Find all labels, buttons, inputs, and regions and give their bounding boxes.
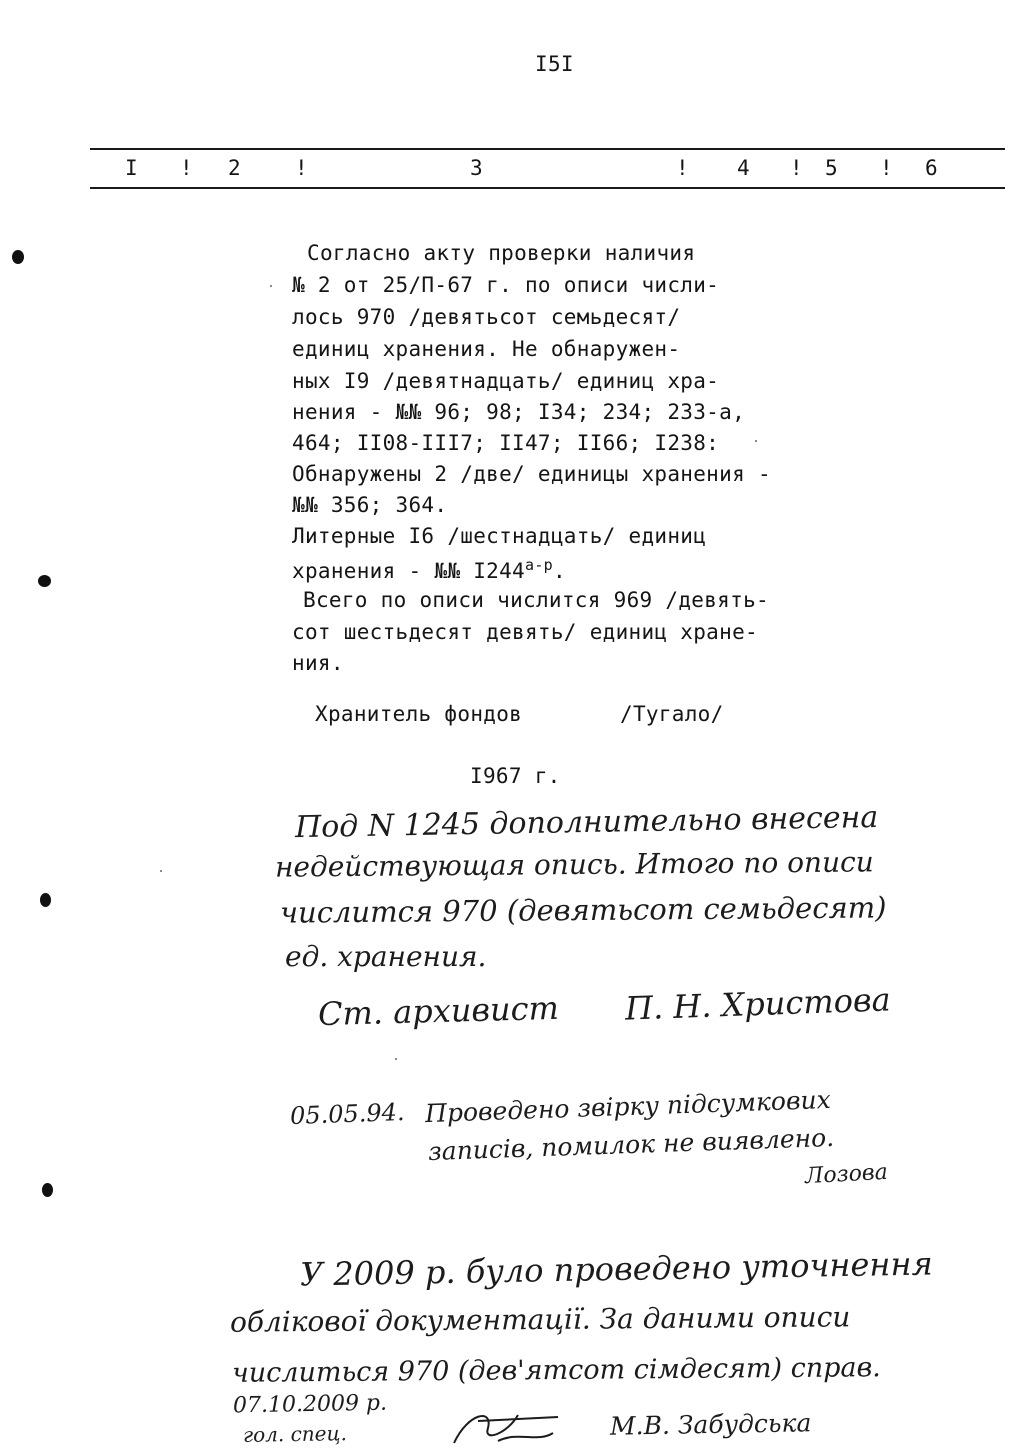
- signature-title: Хранитель фондов: [315, 702, 523, 726]
- handwritten-line: числиться 970 (дев'ятсот сімдесят) справ.: [231, 1352, 881, 1389]
- typed-line: 464; II08-III7; II47; II66; I238:: [292, 431, 720, 455]
- handwritten-line: недействующая опись. Итого по описи: [274, 845, 874, 884]
- handwritten-line: ед. хранения.: [285, 940, 487, 973]
- handwritten-line: Под N 1245 дополнительно внесена: [294, 799, 879, 846]
- column-separator: !: [295, 156, 308, 180]
- typed-line: нения - №№ 96; 98; I34; 234; 233-а,: [292, 400, 746, 424]
- handwritten-signature-title: Ст. архивист: [317, 988, 560, 1034]
- typed-line: хранения - №№ I244: [292, 559, 525, 583]
- speck: [755, 440, 757, 442]
- handwritten-signature-title: гол. спец.: [242, 1421, 348, 1447]
- binding-mark: [42, 1183, 53, 1197]
- handwritten-signature: Лозова: [804, 1159, 889, 1190]
- column-header-5: 5: [825, 156, 838, 180]
- typed-line: сот шестьдесят девять/ единиц хране-: [292, 620, 758, 644]
- typed-line: лось 970 /девятьсот семьдесят/: [292, 305, 681, 329]
- column-header-2: 2: [228, 156, 241, 180]
- table-header-top-rule: [90, 148, 1005, 150]
- literal-superscript: а-р: [524, 556, 553, 574]
- typed-line: Обнаружены 2 /две/ единицы хранения -: [292, 462, 771, 486]
- signature-name: /Тугало/: [620, 702, 724, 726]
- typed-line: № 2 от 25/П-67 г. по описи числи-: [292, 273, 720, 297]
- typed-line-literal: [292, 556, 566, 583]
- column-header-6: 6: [925, 156, 938, 180]
- speck: [395, 1058, 397, 1060]
- column-header-4: 4: [737, 156, 750, 180]
- typed-line: №№ 356; 364.: [292, 493, 448, 517]
- handwritten-line: У 2009 р. було проведено уточнення: [299, 1244, 934, 1294]
- document-year: I967 г.: [470, 764, 561, 788]
- column-separator: !: [880, 156, 893, 180]
- column-header-3: 3: [470, 156, 483, 180]
- handwritten-date: 07.10.2009 р.: [232, 1390, 388, 1419]
- handwritten-line: записів, помилок не виявлено.: [427, 1122, 835, 1167]
- binding-mark: [40, 893, 51, 907]
- typed-line: Согласно акту проверки наличия: [307, 241, 696, 265]
- literal-suffix: .: [552, 559, 566, 583]
- column-separator: !: [790, 156, 803, 180]
- typed-line: Всего по описи числится 969 /девять-: [303, 588, 769, 612]
- table-header-bottom-rule: [90, 187, 1005, 189]
- handwritten-line: числится 970 (девятьсот семьдесят): [279, 890, 887, 930]
- handwritten-signature-name: П. Н. Христова: [624, 980, 892, 1028]
- binding-mark: [38, 575, 51, 587]
- speck: [270, 285, 272, 287]
- binding-mark: [12, 250, 24, 264]
- handwritten-signature-name: М.В. Забудська: [609, 1408, 812, 1441]
- column-header-1: I: [125, 156, 138, 180]
- handwritten-line: облікової документації. За даними описи: [229, 1300, 851, 1339]
- typed-line: ния.: [292, 651, 344, 675]
- column-separator: !: [676, 156, 689, 180]
- typed-line: ных I9 /девятнадцать/ единиц хра-: [292, 369, 720, 393]
- handwritten-line: Проведено звірку підсумкових: [424, 1084, 832, 1129]
- speck: [160, 870, 162, 872]
- signature-scribble: [448, 1403, 563, 1449]
- page-number: I5I: [535, 52, 574, 76]
- column-separator: !: [180, 156, 193, 180]
- handwritten-date: 05.05.94.: [289, 1098, 405, 1130]
- typed-line: Литерные I6 /шестнадцать/ единиц: [292, 524, 707, 548]
- typed-line: единиц хранения. Не обнаружен-: [292, 337, 681, 361]
